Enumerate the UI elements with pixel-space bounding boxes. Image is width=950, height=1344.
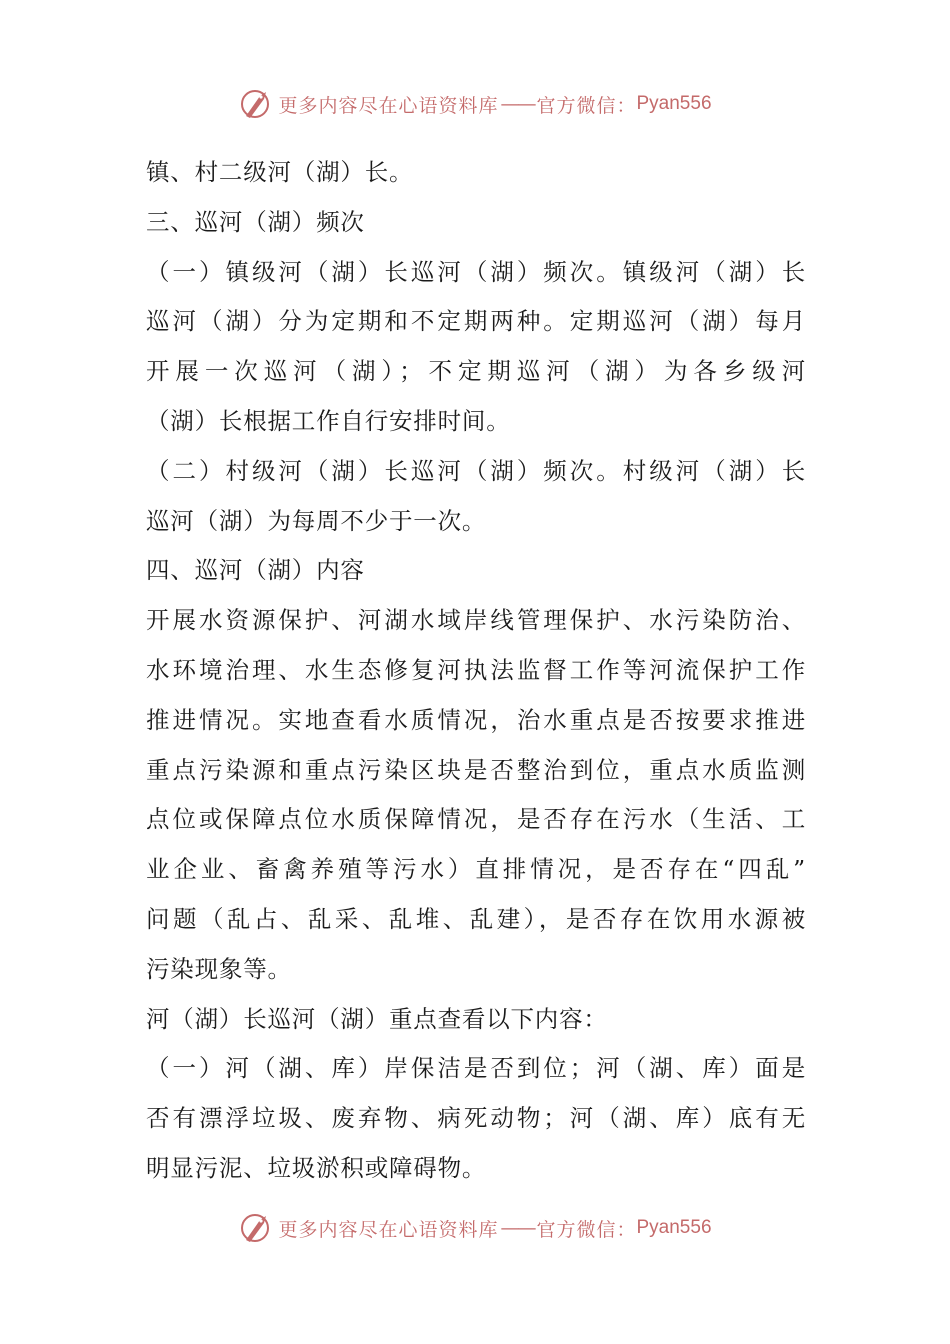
text-line: 点位或保障点位水质保障情况，是否存在污水（生活、工 [146, 805, 806, 834]
pen-nib-logo-icon [238, 86, 274, 122]
text-line: 业企业、畜禽养殖等污水）直排情况，是否存在“四乱” [146, 855, 806, 884]
text-line: 镇、村二级河（湖）长。 [146, 158, 414, 186]
watermark-official-label: 官方微信： [536, 1218, 637, 1241]
text-line: 河（湖）长巡河（湖）重点查看以下内容： [146, 1004, 608, 1033]
text-line: 明显污泥、垃圾淤积或障碍物。 [146, 1153, 487, 1182]
text-line: 巡河（湖）分为定期和不定期两种。定期巡河（湖）每月 [146, 307, 806, 336]
watermark-text: 更多内容尽在心语资料库 [278, 1218, 499, 1241]
text-line: 开展一次巡河（湖）；不定期巡河（湖）为各乡级河 [146, 357, 806, 386]
watermark-wechat-id: Pyan556 [636, 93, 712, 114]
watermark-separator: —— [500, 93, 535, 115]
text-line: 重点污染源和重点污染区块是否整治到位，重点水质监测 [146, 755, 806, 784]
watermark-official-label: 官方微信： [536, 94, 637, 117]
text-line: 否有漂浮垃圾、废弃物、病死动物；河（湖、库）底有无 [146, 1104, 806, 1133]
text-line: 巡河（湖）为每周不少于一次。 [146, 506, 487, 535]
section-heading: 四、巡河（湖）内容 [146, 556, 365, 585]
text-line: 问题（乱占、乱采、乱堆、乱建），是否存在饮用水源被 [146, 904, 806, 933]
pen-nib-logo-icon [238, 1210, 274, 1246]
text-line: （一）河（湖、库）岸保洁是否到位；河（湖、库）面是 [146, 1054, 806, 1083]
header-watermark-banner [0, 82, 950, 126]
document-body [146, 148, 806, 1194]
text-line: 开展水资源保护、河湖水域岸线管理保护、水污染防治、 [146, 606, 806, 635]
footer-watermark-banner [0, 1206, 950, 1250]
watermark-text: 更多内容尽在心语资料库 [278, 94, 499, 117]
text-line: （湖）长根据工作自行安排时间。 [146, 406, 511, 435]
text-line: （二）村级河（湖）长巡河（湖）频次。村级河（湖）长 [146, 456, 806, 485]
text-line: 污染现象等。 [146, 954, 292, 983]
watermark-wechat-id: Pyan556 [636, 1217, 712, 1238]
text-line: 水环境治理、水生态修复河执法监督工作等河流保护工作 [146, 655, 806, 684]
text-line: 推进情况。实地查看水质情况，治水重点是否按要求推进 [146, 705, 806, 734]
section-heading: 三、巡河（湖）频次 [146, 207, 365, 236]
text-line: （一）镇级河（湖）长巡河（湖）频次。镇级河（湖）长 [146, 257, 806, 286]
watermark-separator: —— [500, 1217, 535, 1239]
